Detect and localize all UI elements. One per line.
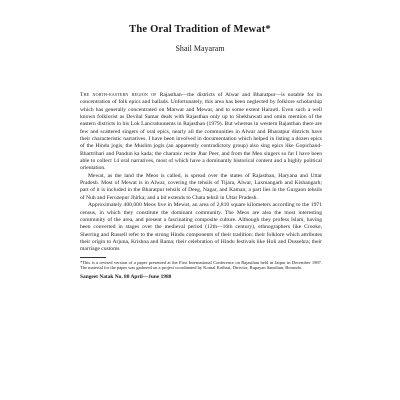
paragraph-1 <box>80 92 322 173</box>
paragraph-1-text: Rajasthan—the districts of Alwar and Bharatpur—is notable for its concentration of folk epics and ballads. Unfortunately, this area has been neglected by folklore scholarship which has generally concentrated on Marwar and Mewar, and to some extent Harauti. Even such a well known folklorist as Devilal Samar deals with Rajasthan only up to Shekhawati and omits mention of the eastern districts in his Lok Lancratuunents in Rajasthan (1979). But whereas in western Rajasthan there are few and scattered singers of oral epics, nearly all the communities in Alwar and Bharatpur districts have their characteristic narratives. I have been involved in documentation which helped in listing a dozen epics of the Hindu jogis, the Muslim jogis (an apparently contradictory group) also sing epics like Gopichand-Bhartrihari and Pandun ka kada; the charanic recite Jhar Peer, and from the Meo singers so far I have been able to collect 14 oral narratives, most of which have a dominantly historical content and a highly political orientation. <box>80 92 322 172</box>
page-footer: Sangeet Natak No. 88 April—June 1988 <box>80 273 172 280</box>
article-body <box>80 92 322 280</box>
article-author: Shail Mayaram <box>175 44 225 53</box>
footnote: *This is a revised version of a paper presented at the First International Conference on Rajasthan held in Jaipur in December 1987. The material for the paper was gathered on a project coordinated by Komal Kothari, Director, Rupayan Sansthan, Borunda. <box>80 259 322 271</box>
article-title: The Oral Tradition of Mewat* <box>129 24 271 35</box>
paragraph-3: Approximately 400,000 Meos live in Mewat, an area of 2,810 square kilometers according to the 1971 census, in which they constitute the dominant community. The Meos are also the most interesting community of the area, and present a fascinating composite culture. Although they profess Islam, having been converted in stages over the medieval period (12th—16th century), ethnographers like Crooke, Sherring and Russell refer to the strong Hindu components of their tradition: their folklore which attributes their origin to Arjuna, Krishna and Rama; their celebration of Hindu festivals like Holi and Dussehra; their marriage customs <box>80 202 322 253</box>
lead-small-caps: The north-eastern region of <box>80 92 157 98</box>
paragraph-2: Mewat, as the land the Meos is called, is spread over the states of Rajasthan, Haryana and Uttar Pradesh. Most of Mewat is in Alwar, covering the tehsils of Tijara, Alwar, Laxmangarh and Kishangarh; part of it is included in the Bharatpur tehsils of Deeg, Nagar, and Kaman; a part lies in the Gurgaon tehsils of Nuh and Ferozepur Jhirka; and a bit extends to Chata tehsil in Uttar Pradesh. <box>80 172 322 201</box>
footnote-rule <box>80 257 106 258</box>
